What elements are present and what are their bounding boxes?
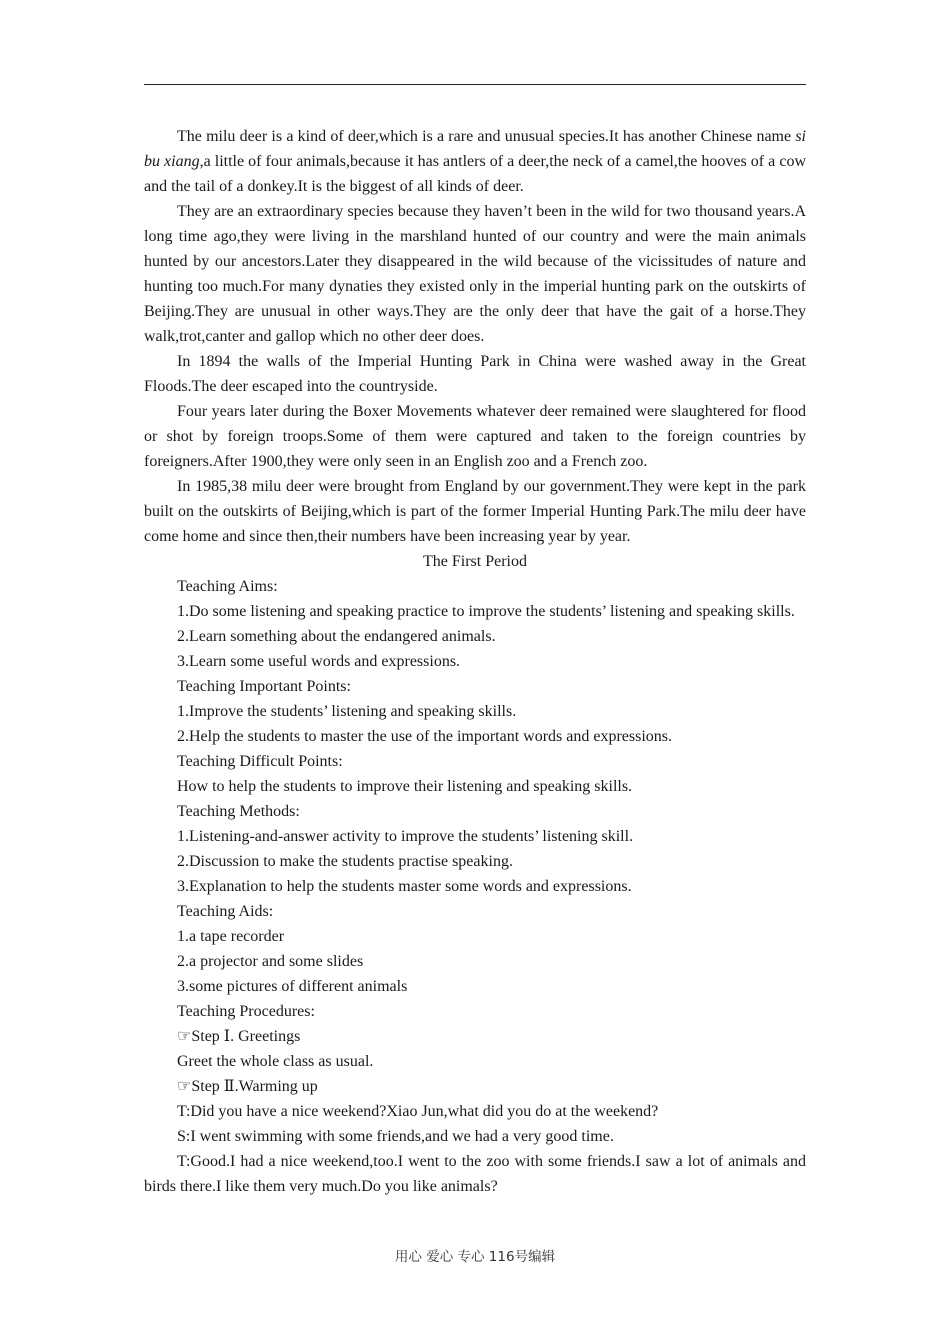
list-item: Greet the whole class as usual. <box>177 1053 374 1070</box>
list-item: 1.a tape recorder <box>177 928 285 945</box>
dialogue-line: T:Good.I had a nice weekend,too.I went to the zoo with some friends.I saw a lot of animals and birds there.I like them very much.Do you like animals? <box>144 1153 806 1195</box>
list-item: 2.Discussion to make the students practise speaking. <box>177 853 513 870</box>
paragraph-milu-intro <box>144 124 806 199</box>
section-heading: Teaching Aids: <box>177 903 274 920</box>
page-footer: 用心 爱心 专心 116号编辑 <box>394 1249 556 1265</box>
paragraph: In 1985,38 milu deer were brought from England by our government.They were kept in the park built on the outskirts of Beijing,which is part of the former Imperial Hunting Park.The milu deer have come home and since then,their numbers have been increasing year by year. <box>144 478 806 545</box>
list-item: How to help the students to improve their listening and speaking skills. <box>177 778 633 795</box>
paragraph: In 1894 the walls of the Imperial Hunting Park in China were washed away in the Great Floods.The deer escaped into the countryside. <box>144 353 806 395</box>
document-body <box>144 124 806 1199</box>
section-heading: Teaching Difficult Points: <box>177 753 343 770</box>
period-title: The First Period <box>423 553 527 570</box>
step-heading: ☞Step Ⅰ. Greetings <box>177 1028 301 1045</box>
header-rule <box>144 84 806 85</box>
step-heading: ☞Step Ⅱ.Warming up <box>177 1078 318 1095</box>
list-item: 2.Help the students to master the use of the important words and expressions. <box>177 728 673 745</box>
section-heading: Teaching Procedures: <box>177 1003 315 1020</box>
list-item: 3.Explanation to help the students master some words and expressions. <box>177 878 632 895</box>
list-item: 2.a projector and some slides <box>177 953 364 970</box>
paragraph: They are an extraordinary species because they haven’t been in the wild for two thousand years.A long time ago,they were living in the marshland hunted of our country and were the main animals hunted by our ancestors.Later they disappeared in the wild because of the vicissitudes of nature and hunting too much.For many dynaties they existed only in the imperial hunting park on the outskirts of Beijing.They are unusual in other ways.They are the only deer that have the gait of a horse.They walk,trot,canter and gallop which no other deer does. <box>144 203 806 345</box>
dialogue-line: T:Did you have a nice weekend?Xiao Jun,what did you do at the weekend? <box>177 1103 659 1120</box>
section-heading: Teaching Important Points: <box>177 678 351 695</box>
text-run: The milu deer is a kind of deer,which is a rare and unusual species.It has another Chinese name <box>177 128 796 145</box>
italic-term: si bu xiang <box>144 128 806 170</box>
list-item: 2.Learn something about the endangered animals. <box>177 628 496 645</box>
dialogue-line: S:I went swimming with some friends,and we had a very good time. <box>177 1128 614 1145</box>
paragraph: Four years later during the Boxer Movements whatever deer remained were slaughtered for flood or shot by foreign troops.Some of them were captured and taken to the foreign countries by foreigners.After 1900,they were only seen in an English zoo and a French zoo. <box>144 403 806 470</box>
text-run: ,a little of four animals,because it has antlers of a deer,the neck of a camel,the hooves of a cow and the tail of a donkey.It is the biggest of all kinds of deer. <box>144 153 806 195</box>
list-item: 3.Learn some useful words and expressions. <box>177 653 461 670</box>
section-heading: Teaching Aims: <box>177 578 278 595</box>
list-item: 3.some pictures of different animals <box>177 978 408 995</box>
section-heading: Teaching Methods: <box>177 803 300 820</box>
list-item: 1.Do some listening and speaking practice to improve the students’ listening and speaking skills. <box>177 603 795 620</box>
list-item: 1.Listening-and-answer activity to improve the students’ listening skill. <box>177 828 634 845</box>
list-item: 1.Improve the students’ listening and speaking skills. <box>177 703 517 720</box>
